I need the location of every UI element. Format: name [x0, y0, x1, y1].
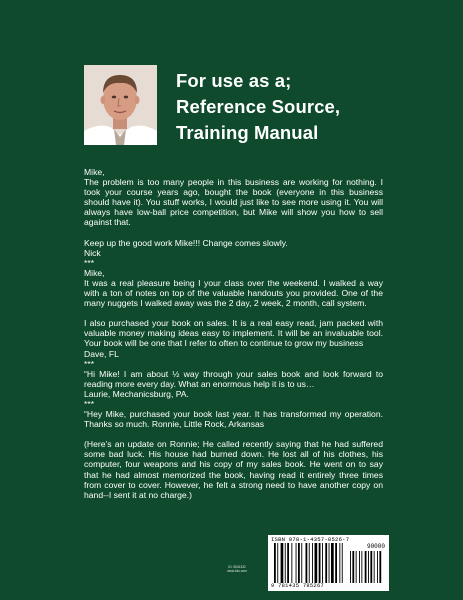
barcode-bar [350, 551, 351, 583]
testimonial-line: Dave, FL [84, 348, 119, 359]
publisher-url: www.lulu.com [227, 569, 247, 573]
barcode-bar [274, 543, 276, 583]
barcode-bar [298, 543, 300, 583]
barcode-bar [322, 543, 323, 583]
barcode-bar [356, 551, 357, 583]
barcode-bar [379, 551, 381, 583]
barcode-bar [315, 543, 318, 583]
publisher-id: ID: 5541332 [228, 565, 246, 569]
barcode-bar [306, 543, 308, 583]
barcode-bar [359, 551, 360, 583]
testimonial-line: “Hi Mike! I am about ½ way through your sales book and look forward to reading more every day. What an enormous help it is to us… [84, 368, 383, 389]
barcode-bar [325, 543, 327, 583]
barcode-bar [339, 543, 340, 583]
testimonial-line: *** [84, 358, 95, 369]
paragraph-gap [84, 429, 383, 439]
testimonial-line: Mike, [84, 167, 105, 177]
barcode-bar [277, 543, 278, 583]
isbn-barcode [268, 535, 389, 591]
barcode-bar [374, 551, 375, 583]
testimonial-line: Keep up the good work Mike!!! Change comes slowly. [84, 237, 288, 248]
paragraph-gap [84, 308, 383, 318]
isbn-text: ISBN 978-1-4357-8526-7 [271, 536, 350, 543]
barcode-bar [370, 551, 372, 583]
testimonial-line: Mike, [84, 267, 105, 278]
headline [176, 68, 376, 146]
publisher-info [222, 565, 252, 573]
barcode-bar [377, 551, 378, 583]
barcode-bars [272, 543, 385, 583]
testimonial-line: I also purchased your book on sales. It is a real easy read, jam packed with valuable money making ideas easy to implement. It will be an invaluable tool. Your book will be one that I refer to often to continue to grow my business [84, 318, 383, 349]
testimonial-line: *** [84, 257, 95, 268]
barcode-bar [281, 543, 284, 583]
barcode-bar [335, 543, 337, 583]
barcode-bar [329, 543, 330, 583]
barcode-bar [365, 551, 367, 583]
barcode-bar [352, 551, 354, 583]
author-photo [84, 65, 157, 145]
barcode-bar [331, 543, 334, 583]
barcode-bar [368, 551, 369, 583]
testimonial-line: Nick [84, 247, 101, 258]
testimonial-line: It was a real pleasure being I your class over the weekend. I walked a way with a ton of notes on top of the valuable handouts you provided. One of the many nuggets I walked away was the 2 day, 2 week, 2 month, call system. [84, 277, 383, 309]
testimonials [84, 167, 383, 500]
barcode-bar [285, 543, 286, 583]
paragraph-gap [84, 228, 383, 238]
barcode-bar [309, 543, 310, 583]
barcode-bar [296, 543, 297, 583]
barcode-bar [319, 543, 321, 583]
barcode-bar [361, 551, 362, 583]
barcode-bar [301, 543, 302, 583]
testimonial-line: Laurie, Mechanicsburg, PA. [84, 388, 189, 399]
headline-line-1: For use as a; [176, 70, 292, 91]
testimonial-line: The problem is too many people in this business are working for nothing. I took your course years ago, bought the book (everyone in this business should have it). You stuff works, I would just like to see more using it. You will always have low-ball price competition, but Mike will show you how to sell against that. [84, 177, 383, 228]
testimonial-line: (Here’s an update on Ronnie; He called recently saying that he had suffered some bad luck. His house had burned down. He lost all of his clothes, his computer, four weapons and his copy of my sales book. He went on to say that he had almost memorized the book, having read it entirely three times from cover to cover. However, he felt a strong need to have another copy on hand--I sent it at no charge.) [84, 439, 383, 500]
testimonial-line: *** [84, 398, 95, 409]
barcode-digits: 9 781435 785267 [271, 583, 325, 589]
barcode-bar [342, 543, 343, 583]
barcode-bar [291, 543, 292, 583]
barcode-bar [312, 543, 313, 583]
headline-line-3: Training Manual [176, 122, 319, 143]
price-code: 90000 [366, 543, 385, 550]
headline-line-2: Reference Source, [176, 96, 341, 117]
testimonial-line: “Hey Mike, purchased your book last year. It has transformed my operation. Thanks so much. Ronnie, Little Rock, Arkansas [84, 409, 383, 430]
barcode-bar [287, 543, 289, 583]
